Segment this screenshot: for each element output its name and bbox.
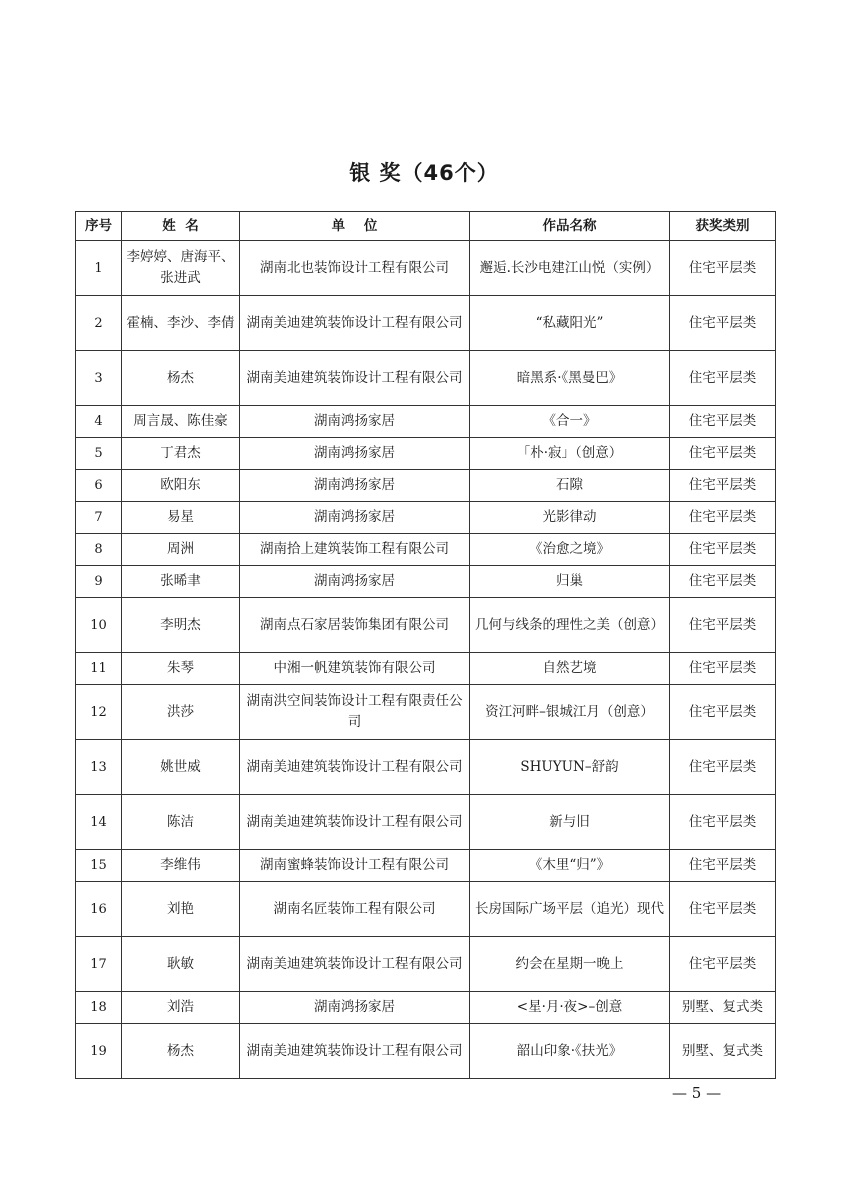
cell-no: 8 xyxy=(76,534,122,566)
cell-no: 10 xyxy=(76,598,122,653)
cell-unit: 湖南美迪建筑装饰设计工程有限公司 xyxy=(240,1024,470,1079)
cell-category: 住宅平层类 xyxy=(670,351,776,406)
cell-category: 住宅平层类 xyxy=(670,470,776,502)
header-unit: 单 位 xyxy=(240,212,470,241)
cell-no: 2 xyxy=(76,296,122,351)
table-row xyxy=(76,296,776,351)
table-row xyxy=(76,795,776,850)
table-row xyxy=(76,740,776,795)
table-row xyxy=(76,850,776,882)
table-row xyxy=(76,351,776,406)
cell-name: 姚世威 xyxy=(122,740,240,795)
table-header-row xyxy=(76,212,776,241)
cell-name: 耿敏 xyxy=(122,937,240,992)
cell-unit: 中湘一帆建筑装饰有限公司 xyxy=(240,653,470,685)
table-row xyxy=(76,566,776,598)
cell-work: “私藏阳光” xyxy=(470,296,670,351)
cell-name: 朱琴 xyxy=(122,653,240,685)
cell-no: 5 xyxy=(76,438,122,470)
table-row xyxy=(76,241,776,296)
table-row xyxy=(76,653,776,685)
cell-work: 「朴·寂」（创意） xyxy=(470,438,670,470)
header-no: 序号 xyxy=(76,212,122,241)
cell-name: 易星 xyxy=(122,502,240,534)
cell-unit: 湖南美迪建筑装饰设计工程有限公司 xyxy=(240,740,470,795)
cell-category: 住宅平层类 xyxy=(670,937,776,992)
cell-category: 住宅平层类 xyxy=(670,795,776,850)
cell-name: 张晞聿 xyxy=(122,566,240,598)
cell-name: 洪莎 xyxy=(122,685,240,740)
cell-work: 约会在星期一晚上 xyxy=(470,937,670,992)
cell-category: 住宅平层类 xyxy=(670,406,776,438)
cell-no: 19 xyxy=(76,1024,122,1079)
cell-work: 归巢 xyxy=(470,566,670,598)
cell-category: 住宅平层类 xyxy=(670,740,776,795)
cell-category: 住宅平层类 xyxy=(670,502,776,534)
cell-no: 9 xyxy=(76,566,122,598)
cell-category: 住宅平层类 xyxy=(670,850,776,882)
cell-unit: 湖南蜜蜂装饰设计工程有限公司 xyxy=(240,850,470,882)
cell-name: 丁君杰 xyxy=(122,438,240,470)
cell-unit: 湖南美迪建筑装饰设计工程有限公司 xyxy=(240,296,470,351)
cell-name: 霍楠、李沙、李倩 xyxy=(122,296,240,351)
cell-no: 17 xyxy=(76,937,122,992)
cell-work: 韶山印象·《扶光》 xyxy=(470,1024,670,1079)
cell-unit: 湖南鸿扬家居 xyxy=(240,566,470,598)
cell-no: 12 xyxy=(76,685,122,740)
header-category: 获奖类别 xyxy=(670,212,776,241)
page-number: — 5 — xyxy=(672,1084,722,1102)
cell-work: 几何与线条的理性之美（创意） xyxy=(470,598,670,653)
awards-table xyxy=(75,211,776,1079)
cell-category: 住宅平层类 xyxy=(670,653,776,685)
cell-work: 《木里“归”》 xyxy=(470,850,670,882)
cell-unit: 湖南美迪建筑装饰设计工程有限公司 xyxy=(240,351,470,406)
cell-unit: 湖南鸿扬家居 xyxy=(240,502,470,534)
cell-no: 7 xyxy=(76,502,122,534)
cell-name: 李婷婷、唐海平、张进武 xyxy=(122,241,240,296)
cell-name: 刘艳 xyxy=(122,882,240,937)
cell-category: 住宅平层类 xyxy=(670,598,776,653)
cell-name: 杨杰 xyxy=(122,351,240,406)
cell-no: 1 xyxy=(76,241,122,296)
cell-unit: 湖南美迪建筑装饰设计工程有限公司 xyxy=(240,937,470,992)
table-row xyxy=(76,534,776,566)
cell-unit: 湖南点石家居装饰集团有限公司 xyxy=(240,598,470,653)
table-row xyxy=(76,937,776,992)
cell-name: 杨杰 xyxy=(122,1024,240,1079)
cell-unit: 湖南北也装饰设计工程有限公司 xyxy=(240,241,470,296)
table-row xyxy=(76,1024,776,1079)
cell-unit: 湖南鸿扬家居 xyxy=(240,406,470,438)
cell-work: 邂逅.长沙电建江山悦（实例） xyxy=(470,241,670,296)
table-row xyxy=(76,992,776,1024)
cell-name: 周洲 xyxy=(122,534,240,566)
cell-work: 石隙 xyxy=(470,470,670,502)
cell-category: 住宅平层类 xyxy=(670,296,776,351)
cell-name: 周言晟、陈佳豪 xyxy=(122,406,240,438)
cell-work: 暗黑系·《黑曼巴》 xyxy=(470,351,670,406)
cell-no: 3 xyxy=(76,351,122,406)
header-work: 作品名称 xyxy=(470,212,670,241)
cell-name: 李维伟 xyxy=(122,850,240,882)
table-row xyxy=(76,406,776,438)
cell-category: 住宅平层类 xyxy=(670,882,776,937)
cell-category: 住宅平层类 xyxy=(670,534,776,566)
page-title: 银 奖（46个） xyxy=(349,161,499,185)
cell-unit: 湖南洪空间装饰设计工程有限责任公司 xyxy=(240,685,470,740)
cell-no: 13 xyxy=(76,740,122,795)
cell-no: 16 xyxy=(76,882,122,937)
cell-work: 《合一》 xyxy=(470,406,670,438)
cell-category: 住宅平层类 xyxy=(670,566,776,598)
cell-category: 别墅、复式类 xyxy=(670,1024,776,1079)
cell-category: 住宅平层类 xyxy=(670,241,776,296)
cell-category: 住宅平层类 xyxy=(670,685,776,740)
cell-name: 欧阳东 xyxy=(122,470,240,502)
cell-name: 刘浩 xyxy=(122,992,240,1024)
cell-unit: 湖南名匠装饰工程有限公司 xyxy=(240,882,470,937)
table-row xyxy=(76,438,776,470)
header-name: 姓 名 xyxy=(122,212,240,241)
cell-work: <星·月·夜>–创意 xyxy=(470,992,670,1024)
cell-unit: 湖南美迪建筑装饰设计工程有限公司 xyxy=(240,795,470,850)
cell-category: 住宅平层类 xyxy=(670,438,776,470)
table-body xyxy=(76,241,776,1079)
cell-name: 陈洁 xyxy=(122,795,240,850)
cell-work: 新与旧 xyxy=(470,795,670,850)
cell-category: 别墅、复式类 xyxy=(670,992,776,1024)
cell-work: 光影律动 xyxy=(470,502,670,534)
cell-no: 6 xyxy=(76,470,122,502)
cell-no: 18 xyxy=(76,992,122,1024)
cell-unit: 湖南鸿扬家居 xyxy=(240,992,470,1024)
cell-no: 11 xyxy=(76,653,122,685)
cell-unit: 湖南拾上建筑装饰工程有限公司 xyxy=(240,534,470,566)
cell-work: 资江河畔–银城江月（创意） xyxy=(470,685,670,740)
cell-work: 《治愈之境》 xyxy=(470,534,670,566)
cell-unit: 湖南鸿扬家居 xyxy=(240,470,470,502)
cell-no: 15 xyxy=(76,850,122,882)
table-row xyxy=(76,502,776,534)
cell-work: 自然艺境 xyxy=(470,653,670,685)
cell-no: 14 xyxy=(76,795,122,850)
table-row xyxy=(76,882,776,937)
table-row xyxy=(76,598,776,653)
cell-unit: 湖南鸿扬家居 xyxy=(240,438,470,470)
table-row xyxy=(76,470,776,502)
table-row xyxy=(76,685,776,740)
cell-no: 4 xyxy=(76,406,122,438)
cell-work: 长房国际广场平层（追光）现代 xyxy=(470,882,670,937)
cell-work: SHUYUN–舒韵 xyxy=(470,740,670,795)
cell-name: 李明杰 xyxy=(122,598,240,653)
